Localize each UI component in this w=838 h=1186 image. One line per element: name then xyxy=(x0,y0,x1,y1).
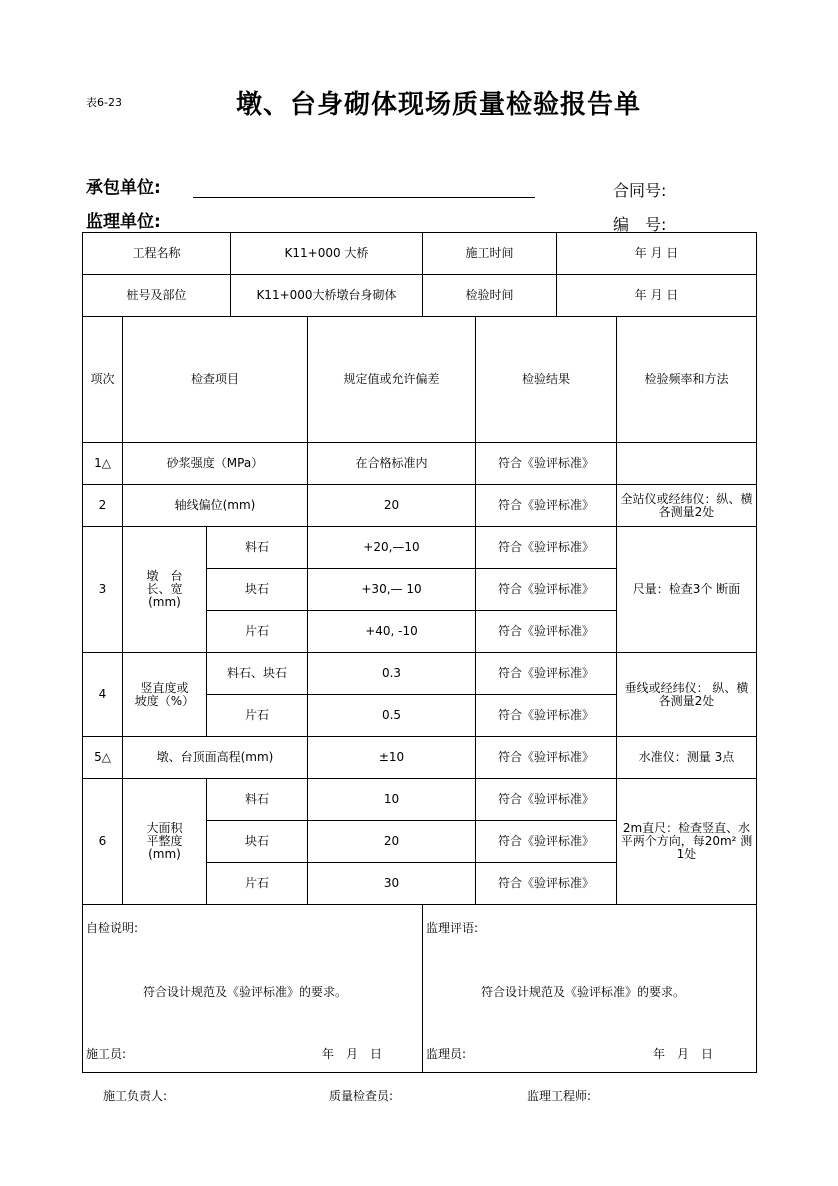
result-value: 符合《验评标准》 xyxy=(475,610,617,653)
supervision-signer: 监理员: xyxy=(426,1047,467,1061)
page-title: 墩、台身砌体现场质量检验报告单 xyxy=(236,90,642,120)
method-text: 水准仪：测量 3点 xyxy=(616,736,757,779)
row-no: 5△ xyxy=(82,736,123,779)
contractor-line xyxy=(193,197,535,198)
result-value: 符合《验评标准》 xyxy=(475,568,617,611)
spec-value: +30,— 10 xyxy=(307,568,476,611)
sub-item: 片石 xyxy=(206,610,308,653)
result-value: 符合《验评标准》 xyxy=(475,526,617,569)
spec-value: 30 xyxy=(307,862,476,905)
row-no: 6 xyxy=(82,778,123,905)
row-no: 1△ xyxy=(82,442,123,485)
check-item: 轴线偏位(mm) xyxy=(122,484,308,527)
header-no: 项次 xyxy=(82,316,123,443)
spec-value: 20 xyxy=(307,820,476,863)
spec-value: ±10 xyxy=(307,736,476,779)
result-value: 符合《验评标准》 xyxy=(475,652,617,695)
method-text: 垂线或经纬仪： 纵、横各测量2处 xyxy=(616,652,757,737)
result-value: 符合《验评标准》 xyxy=(475,694,617,737)
footer-construction-lead: 施工负责人: xyxy=(103,1089,168,1103)
spec-value: +40, -10 xyxy=(307,610,476,653)
result-value: 符合《验评标准》 xyxy=(475,484,617,527)
supervisor-label: 监理单位: xyxy=(86,212,161,232)
construction-time-label: 施工时间 xyxy=(422,232,557,275)
supervision-text: 符合设计规范及《验评标准》的要求。 xyxy=(481,985,686,999)
result-value: 符合《验评标准》 xyxy=(475,442,617,485)
method-text xyxy=(616,442,757,485)
form-number: 表6-23 xyxy=(86,96,122,109)
self-check-signer: 施工员: xyxy=(86,1047,127,1061)
header-result: 检验结果 xyxy=(475,316,617,443)
footer-supervision-engineer: 监理工程师: xyxy=(527,1089,592,1103)
sub-item: 块石 xyxy=(206,820,308,863)
result-value: 符合《验评标准》 xyxy=(475,736,617,779)
result-value: 符合《验评标准》 xyxy=(475,778,617,821)
spec-value: 0.3 xyxy=(307,652,476,695)
inspection-time-label: 检验时间 xyxy=(422,274,557,317)
method-text: 全站仪或经纬仪：纵、横各测量2处 xyxy=(616,484,757,527)
check-item: 大面积 平整度 (mm) xyxy=(122,778,207,905)
spec-value: 20 xyxy=(307,484,476,527)
method-text: 2m直尺：检查竖直、水平两个方向，每20m² 测1处 xyxy=(616,778,757,905)
project-name: K11+000 大桥 xyxy=(230,232,423,275)
spec-value: 在合格标准内 xyxy=(307,442,476,485)
check-item: 竖直度或 坡度（%） xyxy=(122,652,207,737)
row-no: 2 xyxy=(82,484,123,527)
construction-time: 年 月 日 xyxy=(556,232,757,275)
sub-item: 片石 xyxy=(206,694,308,737)
self-check-label: 自检说明: xyxy=(86,921,139,935)
spec-value: 0.5 xyxy=(307,694,476,737)
row-no: 3 xyxy=(82,526,123,653)
self-check-date: 年 月 日 xyxy=(322,1047,383,1061)
check-item: 砂浆强度（MPa） xyxy=(122,442,308,485)
result-value: 符合《验评标准》 xyxy=(475,820,617,863)
sub-item: 料石 xyxy=(206,526,308,569)
inspection-time: 年 月 日 xyxy=(556,274,757,317)
station: K11+000大桥墩台身砌体 xyxy=(230,274,423,317)
serial-no-label: 编 号: xyxy=(613,215,667,234)
row-no: 4 xyxy=(82,652,123,737)
result-value: 符合《验评标准》 xyxy=(475,862,617,905)
station-label: 桩号及部位 xyxy=(82,274,231,317)
supervision-date: 年 月 日 xyxy=(653,1047,714,1061)
check-item: 墩 台 长、宽 (mm) xyxy=(122,526,207,653)
method-text: 尺量：检查3个 断面 xyxy=(616,526,757,653)
header-item: 检查项目 xyxy=(122,316,308,443)
self-check-text: 符合设计规范及《验评标准》的要求。 xyxy=(143,985,348,999)
spec-value: 10 xyxy=(307,778,476,821)
sub-item: 片石 xyxy=(206,862,308,905)
header-spec: 规定值或允许偏差 xyxy=(307,316,476,443)
project-name-label: 工程名称 xyxy=(82,232,231,275)
contractor-label: 承包单位: xyxy=(86,178,161,198)
sub-item: 块石 xyxy=(206,568,308,611)
contract-no-label: 合同号: xyxy=(613,181,667,200)
supervision-label: 监理评语: xyxy=(426,921,479,935)
check-item: 墩、台顶面高程(mm) xyxy=(122,736,308,779)
sub-item: 料石、块石 xyxy=(206,652,308,695)
footer-quality-inspector: 质量检查员: xyxy=(329,1089,394,1103)
sub-item: 料石 xyxy=(206,778,308,821)
spec-value: +20,—10 xyxy=(307,526,476,569)
header-method: 检验频率和方法 xyxy=(616,316,757,443)
